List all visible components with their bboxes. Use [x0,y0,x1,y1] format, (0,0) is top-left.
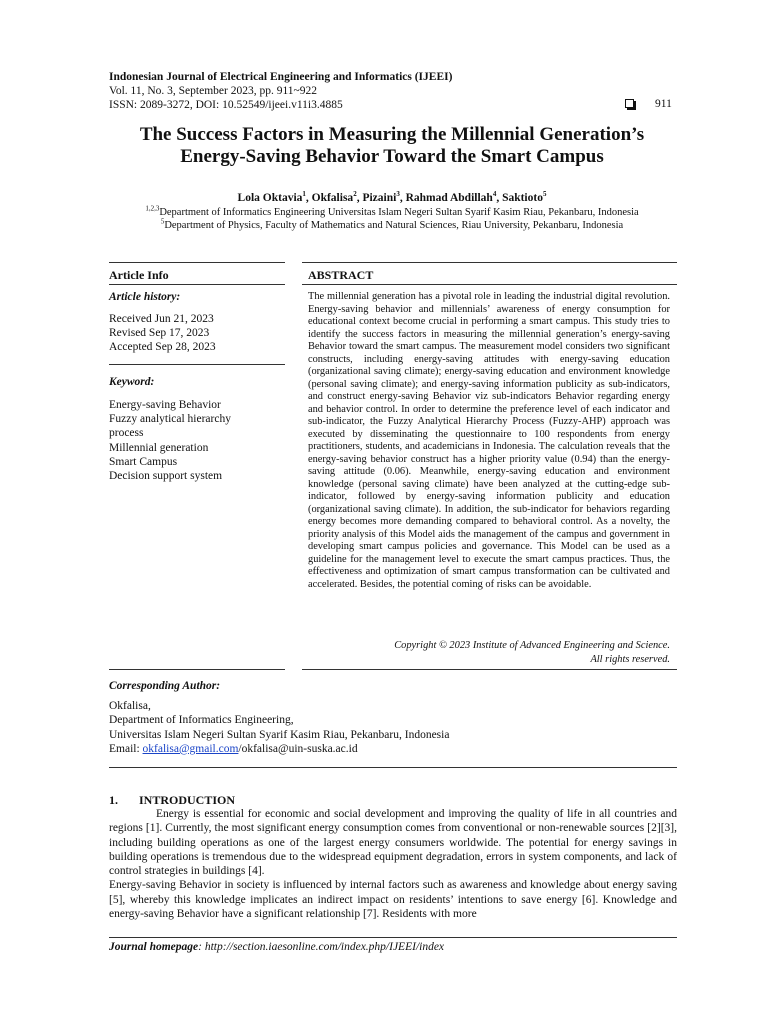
author-list [100,192,684,204]
issn-doi: ISSN: 2089-3272, DOI: 10.52549/ijeei.v11i3.4885 [109,99,343,111]
keyword: Fuzzy analytical hierarchy [109,413,231,426]
keyword: Energy-saving Behavior [109,399,221,411]
introduction-body [109,807,677,921]
abstract-heading: ABSTRACT [308,268,374,282]
homepage-url[interactable]: : http://section.iaesonline.com/index.php/IJEEI/index [198,941,445,953]
title-line-1: The Success Factors in Measuring the Millennial Generation’s [139,124,645,145]
divider [302,284,677,285]
journal-homepage: Journal homepage: http://section.iaesonline.com/index.php/IJEEI/index [109,941,445,953]
divider [109,364,285,365]
keyword: Smart Campus [109,455,178,468]
page-marker-icon [625,99,634,108]
article-history-heading: Article history: [109,291,181,303]
divider [302,669,677,670]
keyword-list [109,398,231,483]
divider [109,284,285,285]
paper-title [100,124,684,168]
author-name: Okfalisa, [109,700,151,712]
keyword: process [109,427,144,440]
divider [109,767,677,768]
title-line-2: Energy-Saving Behavior Toward the Smart Campus [180,146,604,167]
divider [109,937,677,938]
section-heading: 1. INTRODUCTION [109,793,236,807]
email-link[interactable]: okfalisa@gmail.com [142,742,239,755]
paragraph: Energy is essential for economic and social development and improving the quality of life in all countries and regions [1]. Currently, the most significant energy consumption comes from conventional or non-renewable sources [2][3], including building operations as one of the largest energy consumers worldwide. The potential for energy savings in building operations is tremendous due to the widespread equipment degradation, errors in system components, and lack of control strategies in buildings [4]. [109,808,677,878]
author: Okfalisa$^2$, [311,190,363,204]
affiliation-1: $^{1,2,3}$Department of Informatics Engineering Universitas Islam Negeri Sultan Syarif Kasim Riau, Pekanbaru, Indonesia [145,204,639,218]
author: Rahmad Abdillah$^4$, [405,190,503,204]
keyword-heading: Keyword: [109,376,155,388]
divider [302,262,677,263]
abstract-text: The millennial generation has a pivotal role in leading the industrial digital revolution. Energy-saving behavior and millennials’ awareness of energy consumption for educational context become crucial in performing a smart campus. This study tries to identify the success factors in measuring the millennial generation’s energy-saving Behavior toward the smart campus. The measurement model considers two significant constructs, including energy-saving attitudes with energy-saving education (organizational saving climate); energy-saving education and environment knowledge (personal saving climate); and energy-saving information publicity as sub-indicators, and construct energy-saving Behavior viz sub-indicators Behavior regarding energy and behavior control. In order to determine the preference level of each indicator and sub-indicator, the Fuzzy Analytical Hierarchy Process (Fuzzy-AHP) approach was executed by disseminating the questionnaire to 100 respondents from energy practitioners, students, and academicians in Indonesia. The calculation reveals that the energy-saving behavior construct has a higher priority value (0.94) than the energy-saving attitude (0.06). Meanwhile, energy-saving education and environment knowledge (personal saving climate) have been analyzed at the cutting-edge sub-indicator, followed by energy-saving information publicity and education (organizational saving climate). In addition, the sub-indicator for behaviors regarding energy becomes more demanding compared to behavioral control. As a novelty, the priority analysis of this Model aids the management of the campus and government in developing smart campus policies and governance. This Model can be used as a guideline for the management level to execute the smart campus practices. Thus, the effectiveness and optimization of smart campus transformation can be cultivated and accelerated. Besides, the potential coming of risks can be avoidable. [308,291,670,590]
divider [109,669,285,670]
date-revised: Revised Sep 17, 2023 [109,327,210,339]
divider [109,262,285,263]
paragraph: Energy-saving Behavior in society is influenced by internal factors such as awareness and knowledge about energy saving [5], whereby this knowledge implicates an indirect impact on residents’ intentions to save energy [6]. Knowledge and energy-saving Behavior have a significant relationship [7]. Residents with more [109,879,677,921]
keyword: Millennial generation [109,441,209,454]
copyright: Copyright © 2023 Institute of Advanced Engineering and Science. All rights reserved. [394,640,670,665]
author-department: Department of Informatics Engineering, [109,714,294,727]
page-number: 911 [655,98,672,110]
corresponding-author-heading: Corresponding Author: [109,680,221,692]
volume-info: Vol. 11, No. 3, September 2023, pp. 911~922 [109,85,317,97]
author: Lola Oktavia$^1$, [237,190,312,204]
date-received: Received Jun 21, 2023 [109,313,214,325]
author-university: Universitas Islam Negeri Sultan Syarif Kasim Riau, Pekanbaru, Indonesia [109,728,450,741]
article-info-heading: Article Info [109,268,169,282]
keyword: Decision support system [109,470,223,483]
author: Saktioto$^5$ [502,190,547,204]
affiliation-2: $^5$Department of Physics, Faculty of Mathematics and Natural Sciences, Riau University, Pekanbaru, Indonesia [160,217,624,231]
author-email: Email: okfalisa@gmail.com/okfalisa@uin-suska.ac.id [109,742,358,755]
journal-name: Indonesian Journal of Electrical Engineering and Informatics (IJEEI) [109,71,453,83]
author: Pizaini$^3$, [362,190,406,204]
date-accepted: Accepted Sep 28, 2023 [109,341,216,353]
corresponding-author-block [109,699,449,756]
